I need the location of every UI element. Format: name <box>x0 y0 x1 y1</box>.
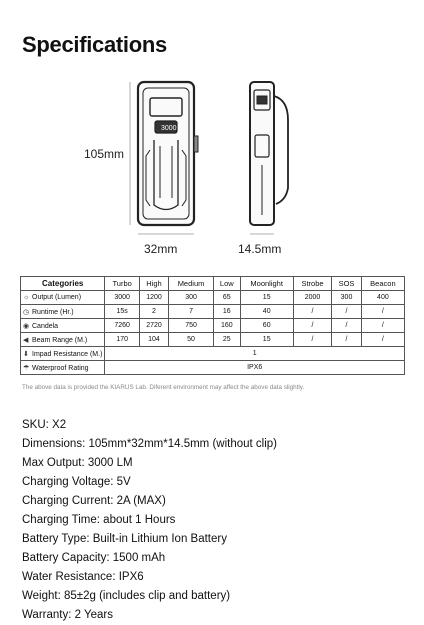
column-header: Moonlight <box>240 277 293 291</box>
table-cell: IPX6 <box>105 361 405 375</box>
spec-item: Water Resistance: IPX6 <box>22 571 144 583</box>
table-cell: 400 <box>361 291 404 305</box>
row-label: ◀ Beam Range (M.) <box>21 333 105 347</box>
table-cell: / <box>332 319 362 333</box>
table-cell: 1200 <box>139 291 168 305</box>
table-cell: 16 <box>214 305 241 319</box>
table-cell: 300 <box>169 291 214 305</box>
spec-item: SKU: X2 <box>22 419 67 431</box>
table-header-row <box>21 277 405 291</box>
table-cell: 300 <box>332 291 362 305</box>
table-cell: 7 <box>169 305 214 319</box>
column-header: High <box>139 277 168 291</box>
spec-item: Battery Capacity: 1500 mAh <box>22 552 166 564</box>
specifications-table <box>20 276 405 375</box>
candela-icon: ◉ <box>23 322 30 330</box>
table-cell: 2000 <box>293 291 331 305</box>
row-label: ◷ Runtime (Hr.) <box>21 305 105 319</box>
column-header: SOS <box>332 277 362 291</box>
spec-item: Max Output: 3000 LM <box>22 457 133 469</box>
table-cell: 25 <box>214 333 241 347</box>
table-cell: / <box>293 319 331 333</box>
table-cell: 15 <box>240 333 293 347</box>
table-cell: 2 <box>139 305 168 319</box>
spec-item: Charging Voltage: 5V <box>22 476 131 488</box>
front-view-drawing <box>130 82 198 234</box>
table-row <box>21 305 405 319</box>
width-dimension-label: 32mm <box>144 242 178 256</box>
row-label: ◉ Candela <box>21 319 105 333</box>
table-cell: 3000 <box>105 291 139 305</box>
column-header: Low <box>214 277 241 291</box>
table-cell: / <box>361 319 404 333</box>
impact-icon: ⬇ <box>23 350 29 358</box>
spec-item: Charging Current: 2A (MAX) <box>22 495 166 507</box>
table-cell: 60 <box>240 319 293 333</box>
table-cell: 2720 <box>139 319 168 333</box>
row-label: ⬇ Impad Resistance (M.) <box>21 347 105 361</box>
table-cell: 65 <box>214 291 241 305</box>
table-cell: 750 <box>169 319 214 333</box>
column-header: Medium <box>169 277 214 291</box>
table-cell: / <box>332 305 362 319</box>
table-row <box>21 291 405 305</box>
beam-icon: ◀ <box>23 336 29 344</box>
sun-icon: ☼ <box>23 294 30 301</box>
spec-list <box>22 416 277 625</box>
spec-item: Charging Time: about 1 Hours <box>22 514 176 526</box>
column-header: Turbo <box>105 277 139 291</box>
column-header: Strobe <box>293 277 331 291</box>
table-cell: 160 <box>214 319 241 333</box>
table-row <box>21 347 405 361</box>
spec-item: Battery Type: Built-in Lithium Ion Battery <box>22 533 227 545</box>
table-cell: 50 <box>169 333 214 347</box>
table-cell: 1 <box>105 347 405 361</box>
table-row <box>21 361 405 375</box>
table-cell: 15 <box>240 291 293 305</box>
table-cell: / <box>293 333 331 347</box>
table-cell: / <box>293 305 331 319</box>
svg-text:3000: 3000 <box>161 125 177 132</box>
water-icon: ☂ <box>23 364 30 372</box>
height-dimension-label: 105mm <box>84 147 125 161</box>
spec-item: Dimensions: 105mm*32mm*14.5mm (without clip) <box>22 438 277 450</box>
table-cell: 7260 <box>105 319 139 333</box>
table-cell: 104 <box>139 333 168 347</box>
table-cell: 40 <box>240 305 293 319</box>
table-row <box>21 333 405 347</box>
table-cell: 15s <box>105 305 139 319</box>
table-cell: / <box>332 333 362 347</box>
clock-icon: ◷ <box>23 308 30 316</box>
depth-dimension-label: 14.5mm <box>238 242 282 256</box>
table-row <box>21 319 405 333</box>
page-title: Specifications <box>22 32 167 57</box>
side-view-drawing <box>250 82 288 234</box>
spec-item: Warranty: 2 Years <box>22 609 113 621</box>
table-cell: / <box>361 305 404 319</box>
row-label: ☼ Output (Lumen) <box>21 291 105 305</box>
row-label: ☂ Waterproof Rating <box>21 361 105 375</box>
product-drawing <box>0 0 424 275</box>
table-cell: / <box>361 333 404 347</box>
column-header: Beacon <box>361 277 404 291</box>
data-disclaimer-note: The above data is provided the KIARUS Lab. Diferent environment may affect the above data slightly. <box>22 384 305 391</box>
column-header: Categories <box>21 277 105 291</box>
table-cell: 170 <box>105 333 139 347</box>
spec-item: Weight: 85±2g (includes clip and battery) <box>22 590 231 602</box>
